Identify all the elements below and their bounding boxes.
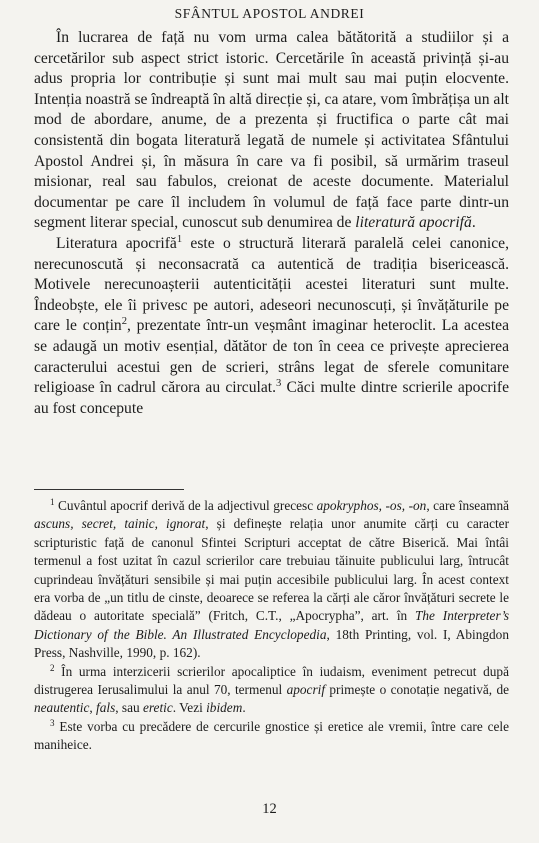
italic-term: literatură apocrifă: [355, 214, 472, 232]
footnote-ref-3: 3: [275, 378, 282, 390]
text-span: , care înseamnă: [426, 498, 509, 513]
text-span: , și definește relația unor anumite cărți cu caracter scripturistic față de canonul Sfintei Scripturi acceptat de către Biserică. Mai întâi termenul a fost uzitat în cazul scrierilor care trebuiau tăinuite publicului larg, întrucât cuprindeau învățături sensibile și mai puțin accesibile publicului larg. În acest context era vorba de „un titlu de cinste, deoarece se referea la cărți ale căror învățături secrete le dădeau o autoritate specială” (Fritch, C.T., „Apocrypha”, art. în: [34, 516, 509, 624]
footnote-number: 3: [50, 717, 55, 728]
italic-term: ibidem: [206, 700, 243, 716]
text-span: .: [471, 214, 476, 232]
text-span: , sau: [115, 700, 143, 716]
text-span: este o structură literară paralelă celei canonice, nerecunoscută și neconsacrată ca autentică de tradiția bisericească. Motivele nerecunoașterii autenticității acestei literaturi sunt multe. Îndeobște, ele îi privesc pe autori, adeseori necunoscuți, și învățăturile pe care le conțin: [34, 234, 509, 335]
text-span: ,: [89, 700, 97, 716]
footnote-2: [34, 663, 509, 718]
footnote-number: 2: [50, 662, 55, 673]
italic-term: apokryphos, -os, -on: [316, 498, 427, 513]
footnotes: [34, 497, 509, 755]
italic-term: fals: [96, 700, 116, 716]
footnote-1: [34, 497, 509, 663]
text-span: În lucrarea de față nu vom urma calea bătătorită a studiilor și a cercetărilor sub aspect strict istoric. Cercetările în această privință și-au adus propria lor contribuție și sunt mai mult sau mai puțin elocvente. Intenția noastră se îndreaptă în altă direcție și, ca atare, vom îmbrățișa un alt mod de abordare, anume, de a prezenta și fructifica o parte cât mai consistentă din bogata literatură legată de numele și activitatea Sfântului Apostol Andrei și, în măsura în care va fi posibil, să urmărim traseul misionar, real sau fabulos, creionat de aceste documente. Materialul documentar pe care îl includem în volumul de față face parte dintr-un segment literar special, cunoscut sub denumirea de: [34, 29, 509, 232]
text-span: Cuvântul apocrif derivă de la adjectivul grecesc: [54, 498, 317, 513]
main-text: [34, 28, 509, 419]
footnote-divider: [34, 489, 184, 490]
footnote-3: [34, 718, 509, 755]
text-span: . Vezi: [172, 700, 207, 716]
text-span: primește o conotație negativă, de: [325, 682, 509, 698]
text-span: Este vorba cu precădere de cercurile gnostice și eretice ale vremii, între care cele maniheice.: [34, 718, 509, 753]
text-span: , prezentate într-un veșmânt imaginar heteroclit. La acestea se adaugă un motiv esențial, dătător de ton în ceea ce privește aprecierea caracterului acestui gen de scrieri, strâns legat de sferele comunitare religioase în cadrul cărora au circulat.: [34, 317, 509, 397]
page-number: 12: [262, 801, 277, 817]
text-span: .: [242, 700, 246, 716]
italic-term: ascuns, secret, tainic, ignorat: [34, 516, 206, 532]
italic-term: neautentic: [34, 700, 90, 716]
footnote-ref-1: 1: [176, 234, 183, 246]
paragraph-2: [34, 234, 509, 419]
running-header: SFÂNTUL APOSTOL ANDREI: [174, 6, 365, 21]
footnote-ref-2: 2: [121, 316, 127, 328]
italic-term: eretic: [142, 700, 173, 716]
text-span: În urma interzicerii scrierilor apocaliptice în iudaism, eveniment petrecut după distrugerea Ierusalimului la anul 70, termenul: [34, 663, 509, 698]
footnote-number: 1: [50, 497, 55, 508]
text-span: Literatura apocrifă: [56, 234, 177, 252]
italic-term: apocrif: [286, 682, 326, 698]
italic-title: The Interpreter’s Dictionary of the Bible. An Illustrated Encyclopedia: [34, 608, 509, 642]
text-span: Căci multe dintre scrierile apocrife au fost concepute: [34, 379, 509, 417]
paragraph-1: [34, 28, 509, 234]
text-span: , 18th Printing, vol. I, Abingdon Press, Nashville, 1990, p. 162).: [34, 626, 509, 661]
